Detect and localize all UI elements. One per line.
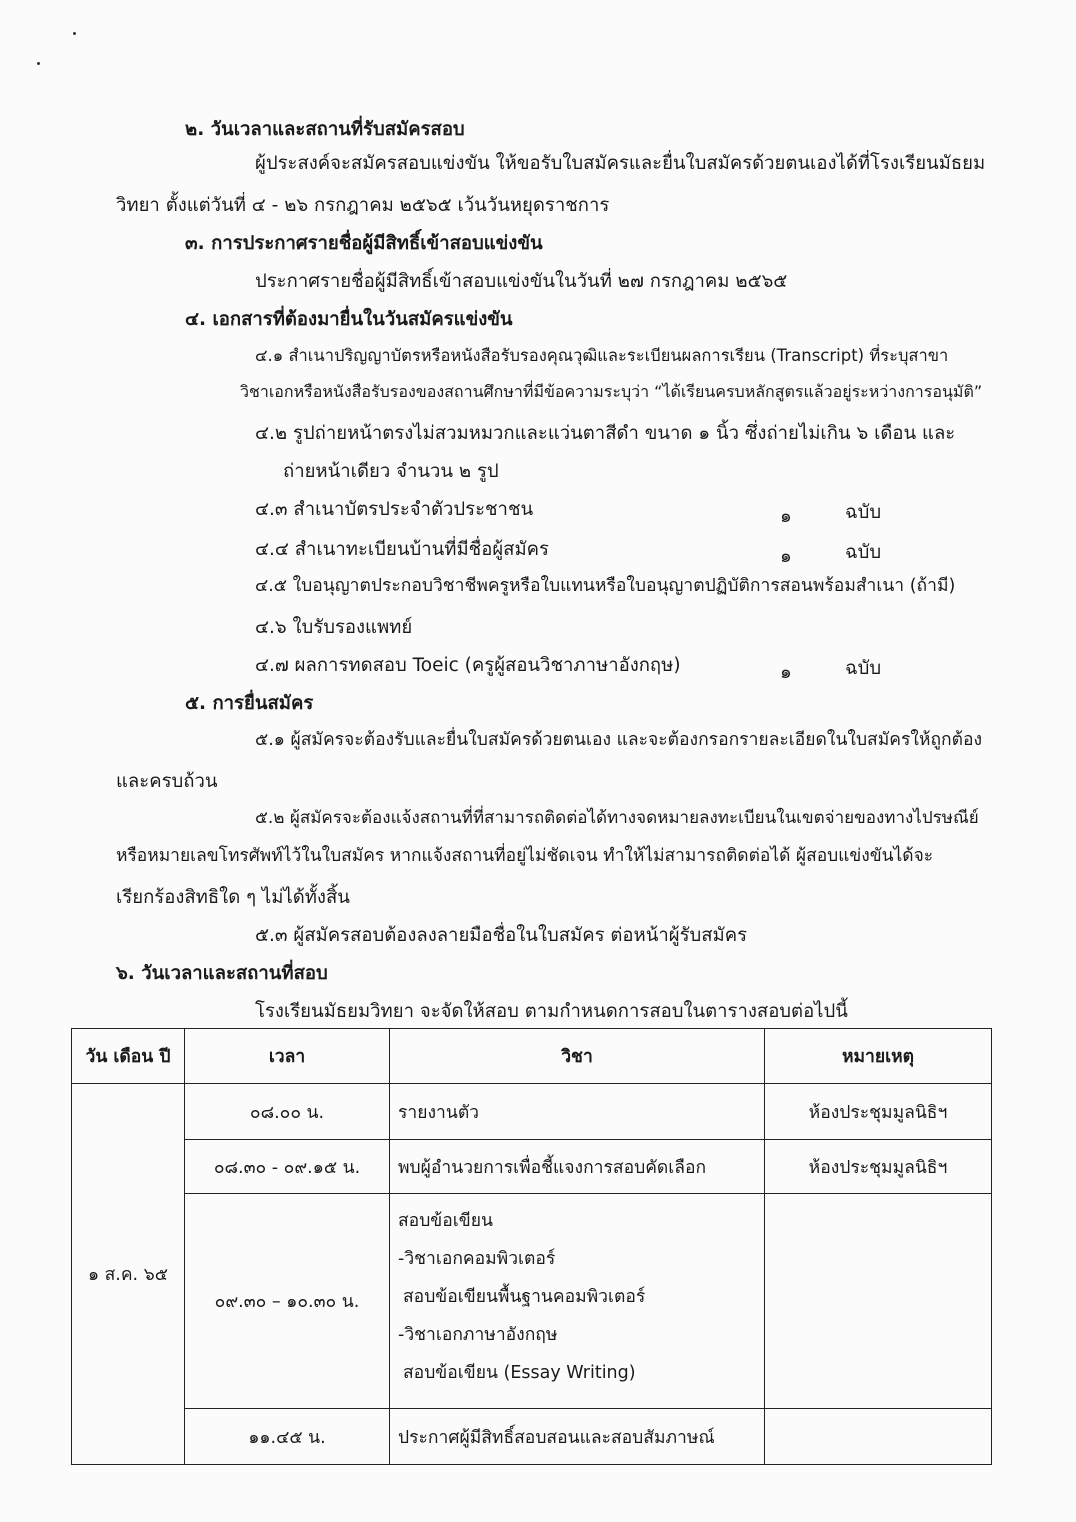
subject-cell: พบผู้อำนวยการเพื่อชี้แจงการสอบคัดเลือก (390, 1140, 765, 1194)
subject-line: -วิชาเอกคอมพิวเตอร์ (398, 1249, 556, 1269)
section-4-heading: ๔. เอกสารที่ต้องมายื่นในวันสมัครแข่งขัน (185, 309, 513, 330)
item-5-2-cont: หรือหมายเลขโทรศัพท์ไว้ในใบสมัคร หากแจ้งสถานที่อยู่ไม่ชัดเจน ทำให้ไม่สามารถติดต่อได้ ผู้สอบแข่งขันได้จะ (116, 846, 934, 866)
header-time: เวลา (185, 1029, 390, 1084)
table-row (72, 1084, 992, 1140)
item-4-4: ๔.๔ สำเนาทะเบียนบ้านที่มีชื่อผู้สมัคร (255, 539, 549, 560)
item-5-3: ๕.๓ ผู้สมัครสอบต้องลงลายมือชื่อในใบสมัคร ต่อหน้าผู้รับสมัคร (255, 925, 748, 946)
note-cell (765, 1194, 992, 1409)
scan-speck (73, 32, 76, 35)
item-4-7-count: ๑ (780, 662, 792, 683)
item-4-1: ๔.๑ สำเนาปริญญาบัตรหรือหนังสือรับรองคุณวุฒิและระเบียนผลการเรียน (Transcript) ที่ระบุสาขา (255, 346, 949, 365)
item-4-1-cont: วิชาเอกหรือหนังสือรับรองของสถานศึกษาที่มีข้อความระบุว่า “ได้เรียนครบหลักสูตรแล้วอยู่ระหว่างการอนุมัติ” (240, 382, 983, 401)
table-row (72, 1194, 992, 1409)
note-cell (765, 1409, 992, 1465)
section-6-paragraph: โรงเรียนมัธยมวิทยา จะจัดให้สอบ ตามกำหนดการสอบในตารางสอบต่อไปนี้ (255, 1001, 848, 1022)
section-6-heading: ๖. วันเวลาและสถานที่สอบ (116, 963, 328, 984)
subject-line: -วิชาเอกภาษาอังกฤษ (398, 1325, 558, 1345)
item-4-4-unit: ฉบับ (845, 542, 882, 563)
section-2-paragraph-cont: วิทยา ตั้งแต่วันที่ ๔ - ๒๖ กรกฎาคม ๒๕๖๕ เว้นวันหยุดราชการ (116, 195, 610, 216)
item-5-2: ๕.๒ ผู้สมัครจะต้องแจ้งสถานที่ที่สามารถติดต่อได้ทางจดหมายลงทะเบียนในเขตจ่ายของทางไปรษณีย์ (255, 808, 979, 828)
item-4-3-count: ๑ (780, 506, 792, 527)
subject-cell: รายงานตัว (390, 1084, 765, 1140)
subject-cell (390, 1194, 765, 1409)
item-4-7-unit: ฉบับ (845, 658, 882, 679)
section-3-heading: ๓. การประกาศรายชื่อผู้มีสิทธิ์เข้าสอบแข่งขัน (185, 233, 543, 254)
item-4-7: ๔.๗ ผลการทดสอบ Toeic (ครูผู้สอนวิชาภาษาอังกฤษ) (255, 655, 681, 676)
time-cell: ๐๘.๓๐ - ๐๙.๑๕ น. (185, 1140, 390, 1194)
item-4-2-cont: ถ่ายหน้าเดียว จำนวน ๒ รูป (283, 461, 499, 482)
item-5-1-cont: และครบถ้วน (116, 771, 218, 792)
subject-cell: ประกาศผู้มีสิทธิ์สอบสอนและสอบสัมภาษณ์ (390, 1409, 765, 1465)
table-row (72, 1409, 992, 1465)
header-note: หมายเหตุ (765, 1029, 992, 1084)
section-2-paragraph: ผู้ประสงค์จะสมัครสอบแข่งขัน ให้ขอรับใบสมัครและยื่นใบสมัครด้วยตนเองได้ที่โรงเรียนมัธยม (255, 153, 986, 174)
item-4-5: ๔.๕ ใบอนุญาตประกอบวิชาชีพครูหรือใบแทนหรือใบอนุญาตปฏิบัติการสอนพร้อมสำเนา (ถ้ามี) (255, 576, 956, 596)
item-4-4-count: ๑ (780, 546, 792, 567)
note-cell: ห้องประชุมมูลนิธิฯ (765, 1140, 992, 1194)
subject-line: สอบข้อเขียน (398, 1211, 493, 1231)
item-4-6: ๔.๖ ใบรับรองแพทย์ (255, 617, 413, 638)
time-cell: ๑๑.๔๕ น. (185, 1409, 390, 1465)
table-header-row (72, 1029, 992, 1084)
scan-speck (37, 62, 40, 65)
table-row (72, 1140, 992, 1194)
header-date: วัน เดือน ปี (72, 1029, 185, 1084)
exam-schedule-table (71, 1028, 992, 1465)
time-cell: ๐๙.๓๐ – ๑๐.๓๐ น. (185, 1194, 390, 1409)
subject-line: สอบข้อเขียน (Essay Writing) (403, 1363, 636, 1383)
item-4-3: ๔.๓ สำเนาบัตรประจำตัวประชาชน (255, 499, 534, 520)
item-4-3-unit: ฉบับ (845, 502, 882, 523)
section-3-paragraph: ประกาศรายชื่อผู้มีสิทธิ์เข้าสอบแข่งขันในวันที่ ๒๗ กรกฎาคม ๒๕๖๕ (255, 271, 788, 292)
note-cell: ห้องประชุมมูลนิธิฯ (765, 1084, 992, 1140)
time-cell: ๐๘.๐๐ น. (185, 1084, 390, 1140)
item-5-1: ๕.๑ ผู้สมัครจะต้องรับและยื่นใบสมัครด้วยตนเอง และจะต้องกรอกรายละเอียดในใบสมัครให้ถูกต้อง (255, 730, 983, 750)
item-4-2: ๔.๒ รูปถ่ายหน้าตรงไม่สวมหมวกและแว่นตาสีดำ ขนาด ๑ นิ้ว ซึ่งถ่ายไม่เกิน ๖ เดือน และ (255, 423, 956, 444)
item-5-2-cont2: เรียกร้องสิทธิใด ๆ ไม่ได้ทั้งสิ้น (116, 887, 350, 908)
subject-line: สอบข้อเขียนพื้นฐานคอมพิวเตอร์ (403, 1287, 646, 1307)
section-5-heading: ๕. การยื่นสมัคร (185, 693, 314, 714)
header-subject: วิชา (390, 1029, 765, 1084)
date-cell: ๑ ส.ค. ๖๕ (72, 1084, 185, 1465)
section-2-heading: ๒. วันเวลาและสถานที่รับสมัครสอบ (185, 119, 465, 140)
